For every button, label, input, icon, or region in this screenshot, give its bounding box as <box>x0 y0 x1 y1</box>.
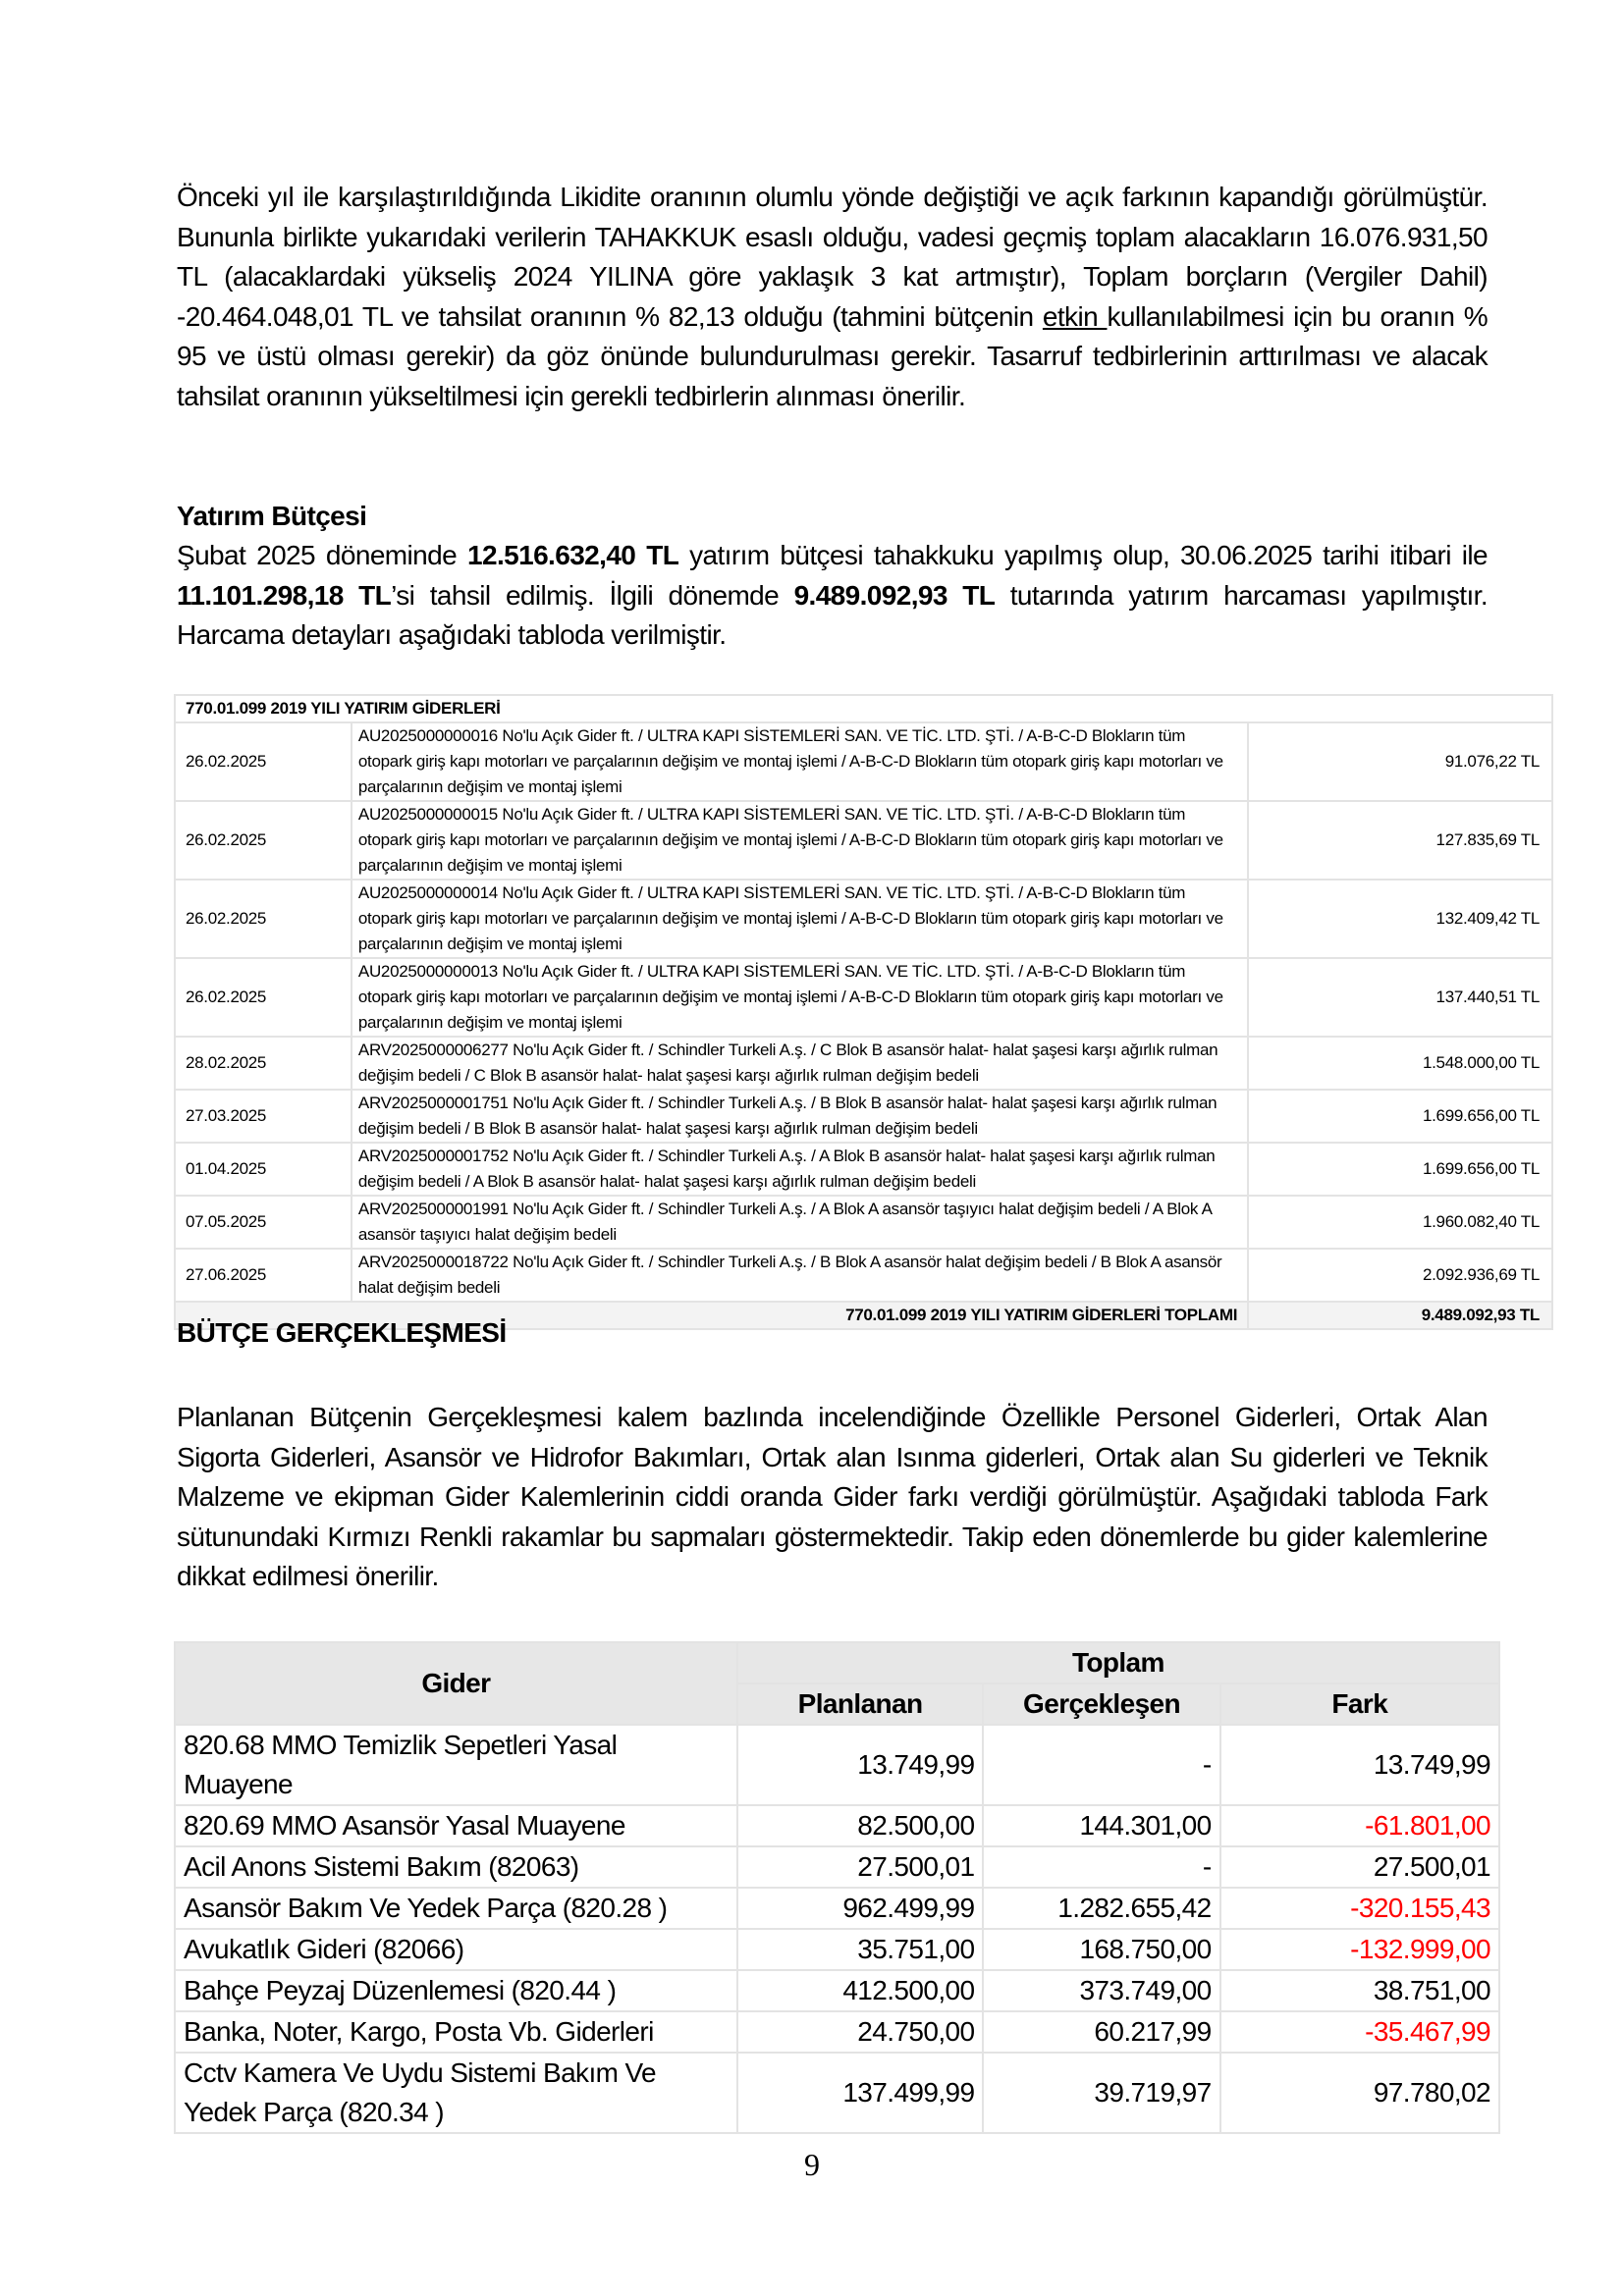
investment-date: 01.04.2025 <box>175 1143 352 1196</box>
investment-row <box>175 801 1552 880</box>
budget-item-name: Acil Anons Sistemi Bakım (82063) <box>175 1846 737 1888</box>
budget-paragraph: Planlanan Bütçenin Gerçekleşmesi kalem bazlında incelendiğinde Özellikle Personel Giderleri, Ortak Alan Sigorta Giderleri, Asansör ve Hidrofor Bakımları, Ortak alan Isınma giderleri, Ortak alan Su giderleri ve Teknik Malzeme ve ekipman Gider Kalemlerinin ciddi oranda Gider farkı verdiği görülmüştür. Aşağıdaki tabloda Fark sütunundaki Kırmızı Renkli rakamlar bu sapmaları göstermektedir. Takip eden dönemlerde bu gider kalemlerine dikkat edilmesi önerilir. <box>177 1402 1488 1591</box>
budget-heading: BÜTÇE GERÇEKLEŞMESİ <box>177 1317 507 1348</box>
budget-difference: -35.467,99 <box>1220 2011 1499 2053</box>
investment-amount: 127.835,69 TL <box>1248 801 1552 880</box>
investment-table <box>174 694 1553 1330</box>
investment-total-label: 770.01.099 2019 YILI YATIRIM GİDERLERİ TOPLAMI <box>175 1302 1248 1329</box>
budget-item-name: 820.69 MMO Asansör Yasal Muayene <box>175 1805 737 1846</box>
underlined-word: etkin <box>1042 300 1108 332</box>
budget-planned: 962.499,99 <box>737 1888 984 1929</box>
text: tutarında yatırım harcaması yapılmıştır. Harcama detayları aşağıdaki tabloda verilmiştir. <box>177 579 1489 650</box>
budget-row <box>175 1929 1499 1970</box>
header-planlanan: Planlanan <box>737 1683 984 1725</box>
investment-date: 07.05.2025 <box>175 1196 352 1249</box>
investment-description: ARV2025000006277 No'lu Açık Gider ft. / Schindler Turkeli A.ş. / C Blok B asansör halat- halat şaşesi karşı ağırlık rulman değişim bedeli / C Blok B asansör halat- halat şaşesi karşı ağırlık rulman değişim bedeli <box>352 1037 1248 1090</box>
budget-difference: 38.751,00 <box>1220 1970 1499 2011</box>
budget-actual: 144.301,00 <box>983 1805 1219 1846</box>
investment-row <box>175 722 1552 801</box>
investment-table-title: 770.01.099 2019 YILI YATIRIM GİDERLERİ <box>175 695 1552 722</box>
budget-planned: 412.500,00 <box>737 1970 984 2011</box>
investment-row <box>175 1090 1552 1143</box>
budget-planned: 24.750,00 <box>737 2011 984 2053</box>
text: yatırım bütçesi tahakkuku yapılmış olup, 30.06.2025 tarihi itibari ile <box>678 540 1488 570</box>
budget-difference: 13.749,99 <box>1220 1725 1499 1805</box>
investment-date: 26.02.2025 <box>175 801 352 880</box>
investment-description: ARV2025000018722 No'lu Açık Gider ft. / Schindler Turkeli A.ş. / B Blok A asansör halat değişim bedeli / B Blok A asansör halat değişim bedeli <box>352 1249 1248 1302</box>
intro-paragraph <box>177 178 1488 416</box>
investment-row <box>175 1037 1552 1090</box>
budget-actual: 373.749,00 <box>983 1970 1219 2011</box>
budget-item-name: Asansör Bakım Ve Yedek Parça (820.28 ) <box>175 1888 737 1929</box>
investment-total-amount: 9.489.092,93 TL <box>1248 1302 1552 1329</box>
investment-description: AU2025000000013 No'lu Açık Gider ft. / ULTRA KAPI SİSTEMLERİ SAN. VE TİC. LTD. ŞTİ. / A-B-C-D Blokların tüm otopark giriş kapı motorları ve parçalarının değişim ve montaj işlemi / A-B-C-D Blokların tüm otopark giriş kapı motorları ve parçalarının değişim ve montaj işlemi <box>352 958 1248 1037</box>
budget-difference: -320.155,43 <box>1220 1888 1499 1929</box>
budget-item-name: Banka, Noter, Kargo, Posta Vb. Giderleri <box>175 2011 737 2053</box>
collected-amount: 11.101.298,18 TL <box>177 579 392 611</box>
investment-paragraph <box>177 536 1488 656</box>
budget-planned: 137.499,99 <box>737 2053 984 2133</box>
investment-amount: 137.440,51 TL <box>1248 958 1552 1037</box>
budget-row <box>175 1846 1499 1888</box>
header-fark: Fark <box>1220 1683 1499 1725</box>
investment-date: 27.03.2025 <box>175 1090 352 1143</box>
budget-row <box>175 2011 1499 2053</box>
investment-amount: 132.409,42 TL <box>1248 880 1552 958</box>
investment-description: ARV2025000001991 No'lu Açık Gider ft. / Schindler Turkeli A.ş. / A Blok A asansör taşıyıcı halat değişim bedeli / A Blok A asansör taşıyıcı halat değişim bedeli <box>352 1196 1248 1249</box>
budget-difference: 97.780,02 <box>1220 2053 1499 2133</box>
budget-table <box>174 1641 1500 2134</box>
intro-text-1: Önceki yıl ile karşılaştırıldığında Likidite oranının olumlu yönde değiştiği ve açık farkının kapandığı görülmüştür. Bununla birlikte yukarıdaki verilerin TAHAKKUK esaslı olduğu, vadesi geçmiş toplam alacakların 16.076.931,50 TL (alacaklardaki yükseliş 2024 YILINA göre yaklaşık 3 kat artmıştır), Toplam borçların (Vergiler Dahil) -20.464.048,01 TL ve tahsilat oranının % 82,13 olduğu (tahmini bütçenin <box>177 182 1488 332</box>
budget-actual: 39.719,97 <box>983 2053 1219 2133</box>
investment-description: ARV2025000001751 No'lu Açık Gider ft. / Schindler Turkeli A.ş. / B Blok B asansör halat- halat şaşesi karşı ağırlık rulman değişim bedeli / B Blok B asansör halat- halat şaşesi karşı ağırlık rulman değişim bedeli <box>352 1090 1248 1143</box>
investment-row <box>175 880 1552 958</box>
investment-row <box>175 958 1552 1037</box>
investment-amount: 1.699.656,00 TL <box>1248 1143 1552 1196</box>
investment-date: 28.02.2025 <box>175 1037 352 1090</box>
budget-row <box>175 2053 1499 2133</box>
investment-amount: 1.960.082,40 TL <box>1248 1196 1552 1249</box>
budget-planned: 35.751,00 <box>737 1929 984 1970</box>
investment-date: 27.06.2025 <box>175 1249 352 1302</box>
budget-difference: -132.999,00 <box>1220 1929 1499 1970</box>
investment-description: AU2025000000014 No'lu Açık Gider ft. / ULTRA KAPI SİSTEMLERİ SAN. VE TİC. LTD. ŞTİ. / A-B-C-D Blokların tüm otopark giriş kapı motorları ve parçalarının değişim ve montaj işlemi / A-B-C-D Blokların tüm otopark giriş kapı motorları ve parçalarının değişim ve montaj işlemi <box>352 880 1248 958</box>
budget-row <box>175 1805 1499 1846</box>
budget-actual: 60.217,99 <box>983 2011 1219 2053</box>
budget-planned: 82.500,00 <box>737 1805 984 1846</box>
budget-row <box>175 1725 1499 1805</box>
investment-description: AU2025000000016 No'lu Açık Gider ft. / ULTRA KAPI SİSTEMLERİ SAN. VE TİC. LTD. ŞTİ. / A-B-C-D Blokların tüm otopark giriş kapı motorları ve parçalarının değişim ve montaj işlemi / A-B-C-D Blokların tüm otopark giriş kapı motorları ve parçalarının değişim ve montaj işlemi <box>352 722 1248 801</box>
investment-date: 26.02.2025 <box>175 958 352 1037</box>
spent-amount: 9.489.092,93 TL <box>793 579 996 611</box>
budget-actual: - <box>983 1725 1219 1805</box>
text: Şubat 2025 döneminde <box>177 540 467 570</box>
investment-heading: Yatırım Bütçesi <box>177 501 367 531</box>
header-gider: Gider <box>175 1642 737 1725</box>
investment-row <box>175 1249 1552 1302</box>
budget-planned: 13.749,99 <box>737 1725 984 1805</box>
investment-amount: 1.548.000,00 TL <box>1248 1037 1552 1090</box>
budget-item-name: 820.68 MMO Temizlik Sepetleri Yasal Muayene <box>175 1725 737 1805</box>
investment-description: AU2025000000015 No'lu Açık Gider ft. / ULTRA KAPI SİSTEMLERİ SAN. VE TİC. LTD. ŞTİ. / A-B-C-D Blokların tüm otopark giriş kapı motorları ve parçalarının değişim ve montaj işlemi / A-B-C-D Blokların tüm otopark giriş kapı motorları ve parçalarının değişim ve montaj işlemi <box>352 801 1248 880</box>
page-number: 9 <box>804 2147 820 2182</box>
budget-difference: -61.801,00 <box>1220 1805 1499 1846</box>
investment-amount: 91.076,22 TL <box>1248 722 1552 801</box>
budget-item-name: Cctv Kamera Ve Uydu Sistemi Bakım Ve Yedek Parça (820.34 ) <box>175 2053 737 2133</box>
investment-row <box>175 1143 1552 1196</box>
budget-planned: 27.500,01 <box>737 1846 984 1888</box>
header-toplam: Toplam <box>737 1642 1499 1683</box>
budget-item-name: Bahçe Peyzaj Düzenlemesi (820.44 ) <box>175 1970 737 2011</box>
intro-text-2: kullanılabilmesi için bu oranın % 95 ve üstü olması gerekir) da göz önünde bulundurulması gerekir. Tasarruf tedbirlerinin arttırılması ve alacak tahsilat oranının yükseltilmesi için gerekli tedbirlerin alınması önerilir. <box>177 300 1488 411</box>
investment-row <box>175 1196 1552 1249</box>
budget-actual: - <box>983 1846 1219 1888</box>
investment-amount: 2.092.936,69 TL <box>1248 1249 1552 1302</box>
text: ’si tahsil edilmiş. İlgili dönemde <box>391 579 794 611</box>
budget-item-name: Avukatlık Gideri (82066) <box>175 1929 737 1970</box>
budget-row <box>175 1888 1499 1929</box>
investment-amount: 1.699.656,00 TL <box>1248 1090 1552 1143</box>
header-gerceklesen: Gerçekleşen <box>983 1683 1219 1725</box>
investment-description: ARV2025000001752 No'lu Açık Gider ft. / Schindler Turkeli A.ş. / A Blok B asansör halat- halat şaşesi karşı ağırlık rulman değişim bedeli / A Blok B asansör halat- halat şaşesi karşı ağırlık rulman değişim bedeli <box>352 1143 1248 1196</box>
budget-actual: 168.750,00 <box>983 1929 1219 1970</box>
budget-row <box>175 1970 1499 2011</box>
investment-date: 26.02.2025 <box>175 722 352 801</box>
budget-actual: 1.282.655,42 <box>983 1888 1219 1929</box>
investment-table-title-row <box>175 695 1552 722</box>
investment-date: 26.02.2025 <box>175 880 352 958</box>
budget-difference: 27.500,01 <box>1220 1846 1499 1888</box>
accrued-amount: 12.516.632,40 TL <box>467 540 679 570</box>
